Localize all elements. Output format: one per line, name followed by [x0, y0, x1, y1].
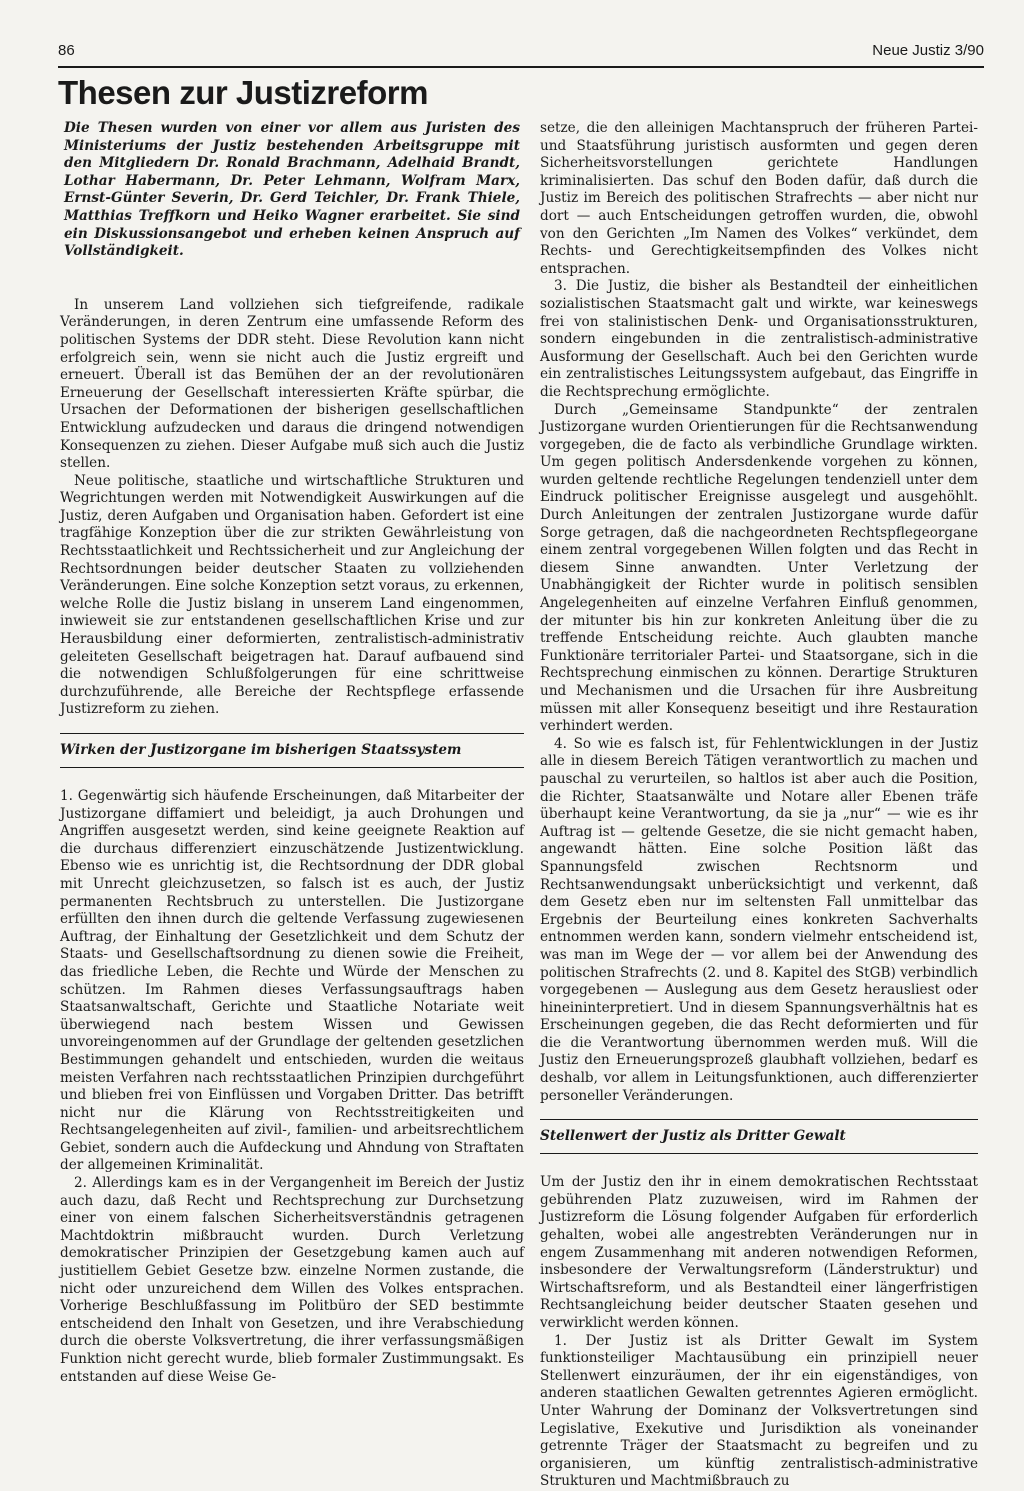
paragraph: 3. Die Justiz, die bisher als Bestandteil der einheitlichen sozialistischen Staatsmacht galt und wirkte, war keineswegs frei von stalinistischen Denk- und Organisationsstrukturen, sondern eingebunden in die zentralistisch-administrative Ausformung der Gesellschaft. Auch bei den Gerichten wurde ein zentralistisches Leitungssystem aufgebaut, das Eingriffe in die Rechtsprechung ermöglichte. [540, 278, 978, 400]
paragraph: In unserem Land vollziehen sich tiefgreifende, radikale Veränderungen, in deren Zentrum eine umfassende Reform des politischen Systems der DDR steht. Diese Revolution kann nicht erfolgreich sein, wenn sie nicht auch die Justiz ergreift und erneuert. Überall ist das Bemühen der an der revolutionären Erneuerung der Gesellschaft interessierten Kräfte spürbar, die Ursachen der Deformationen der bisherigen gesellschaftlichen Entwicklung aufzudecken und daraus die dringend notwendigen Konsequenzen zu ziehen. Dieser Aufgabe muß sich auch die Justiz stellen. [60, 296, 524, 472]
paragraph: setze, die den alleinigen Machtanspruch der früheren Partei- und Staatsführung juristisch ausformten und gegen deren Sicherheitsvorstellungen gerichtete Handlungen kriminalisierten. Das schuf den Boden dafür, daß durch die Justiz im Bereich des politischen Strafrechts — aber nicht nur dort — auch Entscheidungen getroffen wurden, die, obwohl von den Gerichten „Im Namen des Volkes“ verkündet, dem Rechts- und Gerechtigkeitsempfinden des Volkes nicht entsprachen. [540, 120, 978, 277]
intro-paragraph: Die Thesen wurden von einer vor allem aus Juristen des Ministeriums der Justiz bestehenden Arbeitsgruppe mit den Mitgliedern Dr. Ronald Brachmann, Adelhaid Brandt, Lothar Habermann, Dr. Peter Lehmann, Wolfram Marx, Ernst-Günter Severin, Dr. Gerd Teichler, Dr. Frank Thiele, Matthias Treffkorn und Heiko Wagner erarbeitet. Sie sind ein Diskussionsangebot und erheben keinen Anspruch auf Vollständigkeit. [64, 120, 520, 260]
paragraph: 1. Gegenwärtig sich häufende Erscheinungen, daß Mitarbeiter der Justizorgane diffamiert und beleidigt, ja auch Drohungen und Angriffen ausgesetzt werden, sind keine geeignete Reaktion auf die durchaus differenziert einzuschätzende Justizentwicklung. Ebenso wie es unrichtig ist, die Rechtsordnung der DDR global mit Unrecht gleichzusetzen, so falsch ist es auch, der Justiz permanenten Rechtsbruch zu unterstellen. Die Justizorgane erfüllten den ihnen durch die geltende Verfassung zugewiesenen Auftrag, der Einhaltung der Gesetzlichkeit und dem Schutz der Staats- und Gesellschaftsordnung zu dienen sowie die Freiheit, das friedliche Leben, die Rechte und Würde der Menschen zu schützen. Im Rahmen dieses Verfassungsauftrags haben Staatsanwaltschaft, Gerichte und Staatliche Notariate weit überwiegend nach bestem Wissen und Gewissen unvoreingenommen auf der Grundlage der geltenden gesetzlichen Bestimmungen gehandelt und entschieden, wurden die weitaus meisten Verfahren nach rechtsstaatlichen Prinzipien durchgeführt und blieben frei von Einflüssen und Vorgaben Dritter. Das betrifft nicht nur die Klärung von Rechtsstreitigkeiten und Rechtsangelegenheiten auf zivil-, familien- und arbeitsrechtlichem Gebiet, sondern auch die Aufdeckung und Ahndung von Straftaten der allgemeinen Kriminalität. [60, 788, 524, 1174]
section-heading: Wirken der Justizorgane im bisherigen Staatssystem [60, 733, 524, 768]
journal-issue: Neue Justiz 3/90 [872, 42, 984, 59]
left-column [60, 120, 524, 1386]
right-column [540, 120, 978, 1491]
paragraph: Neue politische, staatliche und wirtschaftliche Strukturen und Wegrichtungen werden mit Notwendigkeit Auswirkungen auf die Justiz, deren Aufgaben und Organisation haben. Gefordert ist eine tragfähige Konzeption über die zur strikten Gewährleistung von Rechtsstaatlichkeit und Rechtssicherheit und zur Angleichung der Rechtsordnungen beider deutscher Staaten zu vollziehenden Veränderungen. Eine solche Konzeption setzt voraus, zu erkennen, welche Rolle die Justiz bislang in unserem Land eingenommen, inwieweit sie zur entstandenen gesellschaftlichen Krise und zur Herausbildung einer deformierten, zentralistisch-administrativ geleiteten Gesellschaft beigetragen hat. Darauf aufbauend sind die notwendigen Schlußfolgerungen für eine schrittweise durchzuführende, alle Bereiche der Rechtspflege erfassende Justizreform zu ziehen. [60, 472, 524, 718]
paragraph: 2. Allerdings kam es in der Vergangenheit im Bereich der Justiz auch dazu, daß Recht und Rechtsprechung zur Durchsetzung einer von einem falschen Sicherheitsverständnis getragenen Machtdoktrin mißbraucht wurden. Durch Verletzung demokratischer Prinzipien der Gesetzgebung kamen auch auf justitiellem Gebiet Gesetze bzw. einzelne Normen zustande, die nicht oder unzureichend dem Willen des Volkes entsprachen. Vorherige Beschlußfassung im Politbüro der SED bestimmte entscheidend den Inhalt von Gesetzen, und ihre Verabschiedung durch die oberste Volksvertretung, die ihrer verfassungsmäßigen Funktion nicht gerecht wurde, blieb formaler Zustimmungsakt. Es entstanden auf diese Weise Ge- [60, 1175, 524, 1385]
paragraph: Durch „Gemeinsame Standpunkte“ der zentralen Justizorgane wurden Orientierungen für die Rechtsanwendung vorgegeben, die de facto als verbindliche Grundlage wirkten. Um gegen politisch Andersdenkende vorgehen zu können, wurden geltende rechtliche Regelungen tendenziell unter dem Eindruck politischer Ereignisse ausgelegt und ausgehöhlt. Durch Anleitungen der zentralen Justizorgane wurde dafür Sorge getragen, daß die nachgeordneten Rechtspflegeorgane einem zentral vorgegebenen Willen folgten und das Recht in diesem Sinne anwandten. Unter Verletzung der Unabhängigkeit der Richter wurde in politisch sensiblen Angelegenheiten auf einzelne Verfahren Einfluß genommen, der mitunter bis hin zur konkreten Anleitung über die zu treffende Entscheidung reichte. Auch glaubten manche Funktionäre territorialer Partei- und Staatsorgane, sich in die Rechtsprechung einmischen zu können. Derartige Strukturen und Mechanismen und die Ursachen für ihre Ausbreitung müssen mit aller Konsequenz beseitigt und ihre Restauration verhindert werden. [540, 401, 978, 735]
paragraph: Um der Justiz den ihr in einem demokratischen Rechtsstaat gebührenden Platz zuzuweisen, wird im Rahmen der Justizreform die Lösung folgender Aufgaben für erforderlich gehalten, wobei alle angestrebten Veränderungen nur in engem Zusammenhang mit anderen notwendigen Reformen, insbesondere der Verwaltungsreform (Länderstruktur) und Wirtschaftsreform, und als Bestandteil einer längerfristigen Rechtsangleichung beider deutscher Staaten gesehen und verwirklicht werden können. [540, 1174, 978, 1331]
page-number: 86 [58, 42, 75, 59]
page-header [58, 40, 984, 68]
section-heading: Stellenwert der Justiz als Dritter Gewalt [540, 1119, 978, 1154]
paragraph: 4. So wie es falsch ist, für Fehlentwicklungen in der Justiz alle in diesem Bereich Tätigen verantwortlich zu machen und pauschal zu verurteilen, so haltlos ist aber auch die Position, die Richter, Staatsanwälte und Notare aller Ebenen träfe überhaupt keine Verantwortung, da sie ja „nur“ — wie es ihr Auftrag ist — geltende Gesetze, die sie nicht gemacht haben, angewandt hätten. Eine solche Position läßt das Spannungsfeld zwischen Rechtsnorm und Rechtsanwendungsakt unberücksichtigt und verkennt, daß dem Gesetz eben nur im seltensten Fall unmittelbar das Ergebnis der Beurteilung eines konkreten Sachverhalts entnommen werden kann, sondern vielmehr entscheidend ist, was man im Wege der — vor allem bei der Anwendung des politischen Strafrechts (2. und 8. Kapitel des StGB) verbindlich vorgegebenen — Auslegung aus dem Gesetz herausliest oder hineininterpretiert. Und in diesem Spannungsverhältnis hat es Erscheinungen gegeben, die das Recht deformierten und für die die Verantwortung übernommen werden muß. Will die Justiz den Erneuerungsprozeß glaubhaft vollziehen, bedarf es deshalb, vor allem in Leitungsfunktionen, auch differenzierter personeller Veränderungen. [540, 735, 978, 1104]
article-title: Thesen zur Justizreform [58, 74, 428, 111]
paragraph: 1. Der Justiz ist als Dritter Gewalt im System funktionsteiliger Machtausübung ein prinzipiell neuer Stellenwert einzuräumen, der ihr ein eigenständiges, von anderen staatlichen Gewalten getrenntes Agieren ermöglicht. Unter Wahrung der Dominanz der Volksvertretungen sind Legislative, Exekutive und Jurisdiktion als voneinander getrennte Träger der Staatsmacht zu begreifen und zu organisieren, um künftig zentralistisch-administrative Strukturen und Machtmißbrauch zu [540, 1332, 978, 1490]
